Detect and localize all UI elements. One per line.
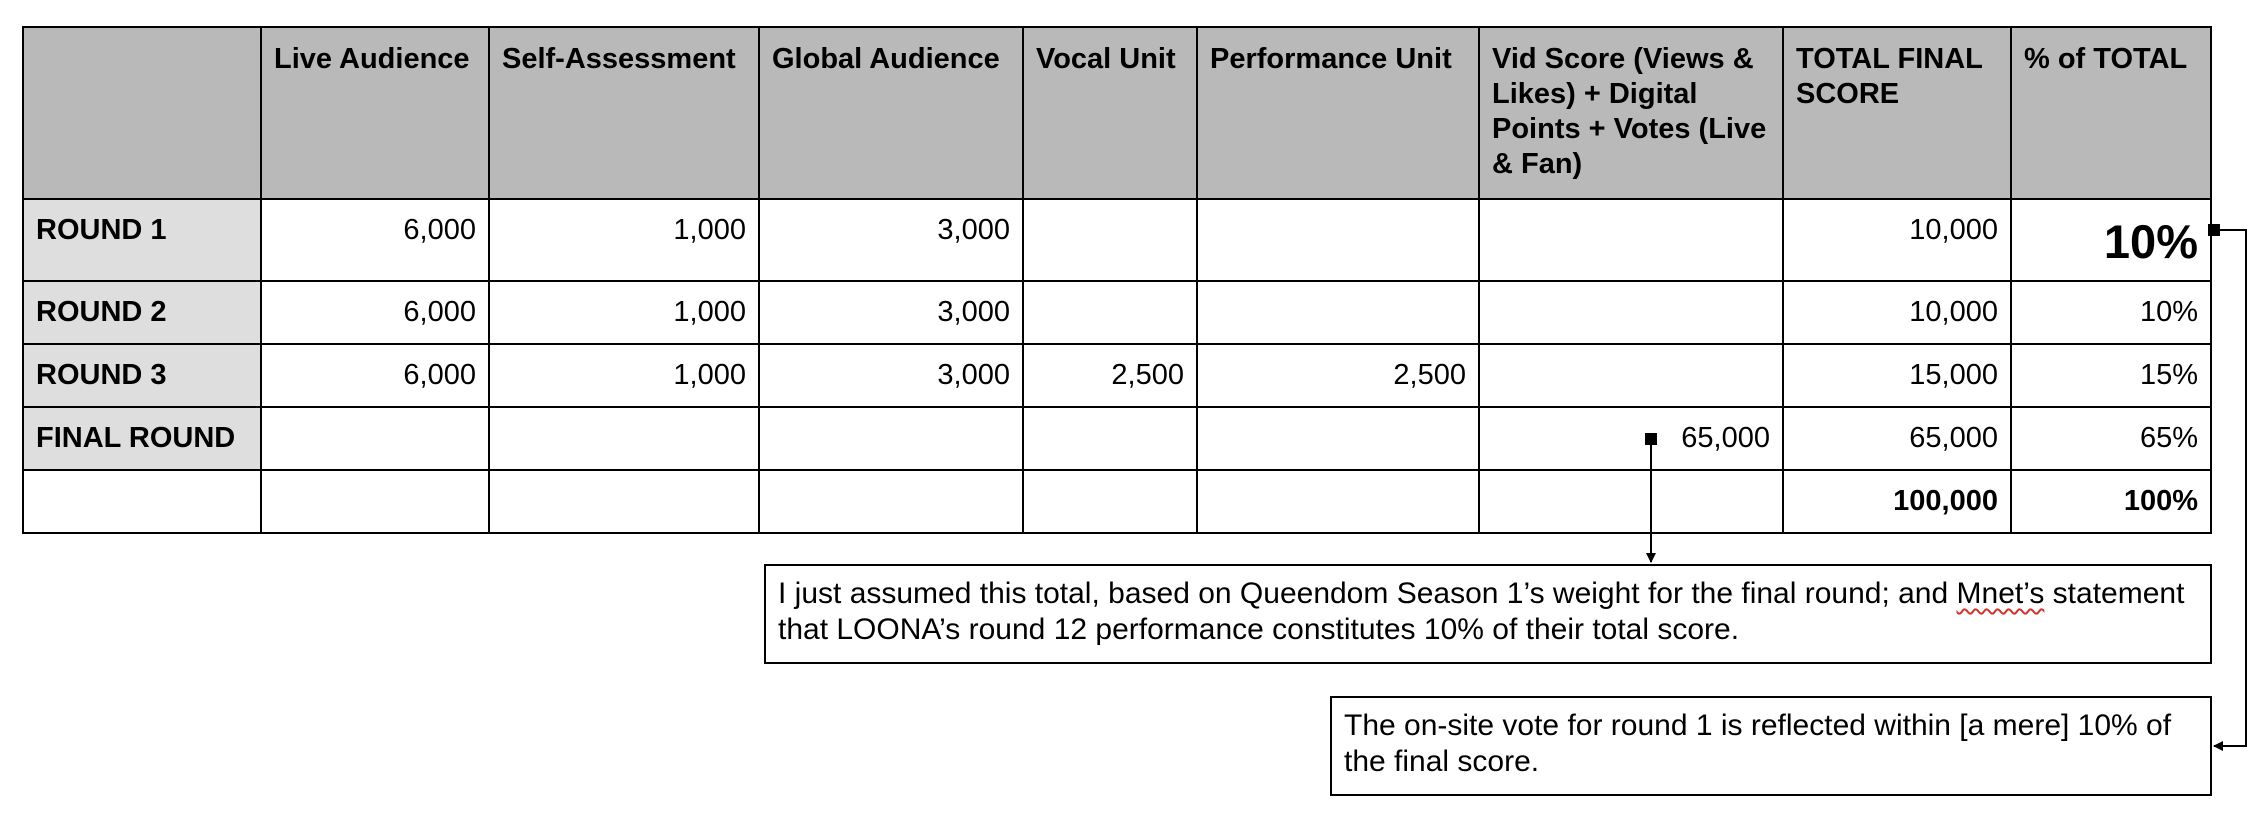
note-text-start: I just assumed this total, based on Queendom Season 1’s weight for the final round; and [778, 577, 1957, 610]
spellcheck-flagged-word: Mnet’s [1956, 577, 2045, 610]
round-1-vote-note: The on-site vote for round 1 is reflected within [a mere] 10% of the final score. [1330, 696, 2212, 796]
cell-total-final-score: 10,000 [1783, 281, 2011, 344]
row-label: ROUND 3 [23, 344, 261, 407]
cell-percent-of-total: 15% [2011, 344, 2211, 407]
cell-global-audience: 3,000 [759, 199, 1023, 281]
column-header-global-audience: Global Audience [759, 27, 1023, 199]
connector-round-1-note [2208, 224, 2246, 746]
cell-percent-of-total: 65% [2011, 407, 2211, 470]
column-header-total-final-score: TOTAL FINAL SCORE [1783, 27, 2011, 199]
note-text-end: statement that LOONA’s round 12 performance constitutes 10% of their total score. [778, 577, 2185, 646]
cell-total-final-score: 100,000 [1783, 470, 2011, 533]
column-header-self-assessment: Self-Assessment [489, 27, 759, 199]
connector-final-round-note [1645, 433, 1657, 562]
connector-anchor [1645, 433, 1657, 445]
cell-self-assessment: 1,000 [489, 281, 759, 344]
cell-vocal-unit: 2,500 [1023, 344, 1197, 407]
cell-total-final-score: 10,000 [1783, 199, 2011, 281]
cell-live-audience: 6,000 [261, 344, 489, 407]
cell-percent-of-total: 10% [2011, 199, 2211, 281]
connector-anchor [2208, 224, 2220, 236]
cell-percent-of-total: 100% [2011, 470, 2211, 533]
cell-total-final-score: 65,000 [1783, 407, 2011, 470]
final-round-assumption-note [764, 564, 2212, 664]
cell-global-audience: 3,000 [759, 281, 1023, 344]
cell-live-audience: 6,000 [261, 199, 489, 281]
cell-total-final-score: 15,000 [1783, 344, 2011, 407]
column-header-performance-unit: Performance Unit [1197, 27, 1479, 199]
column-header-percent-of-total: % of TOTAL [2011, 27, 2211, 199]
row-label: FINAL ROUND [23, 407, 261, 470]
row-label: ROUND 1 [23, 199, 261, 281]
column-header-vocal-unit: Vocal Unit [1023, 27, 1197, 199]
cell-global-audience: 3,000 [759, 344, 1023, 407]
cell-vid-score: 65,000 [1479, 407, 1783, 470]
cell-live-audience: 6,000 [261, 281, 489, 344]
column-header-vid-score: Vid Score (Views & Likes) + Digital Points + Votes (Live & Fan) [1479, 27, 1783, 199]
cell-self-assessment: 1,000 [489, 199, 759, 281]
connector-line [2214, 230, 2246, 746]
cell-performance-unit: 2,500 [1197, 344, 1479, 407]
row-label: ROUND 2 [23, 281, 261, 344]
cell-percent-of-total: 10% [2011, 281, 2211, 344]
cell-self-assessment: 1,000 [489, 344, 759, 407]
column-header-live-audience: Live Audience [261, 27, 489, 199]
